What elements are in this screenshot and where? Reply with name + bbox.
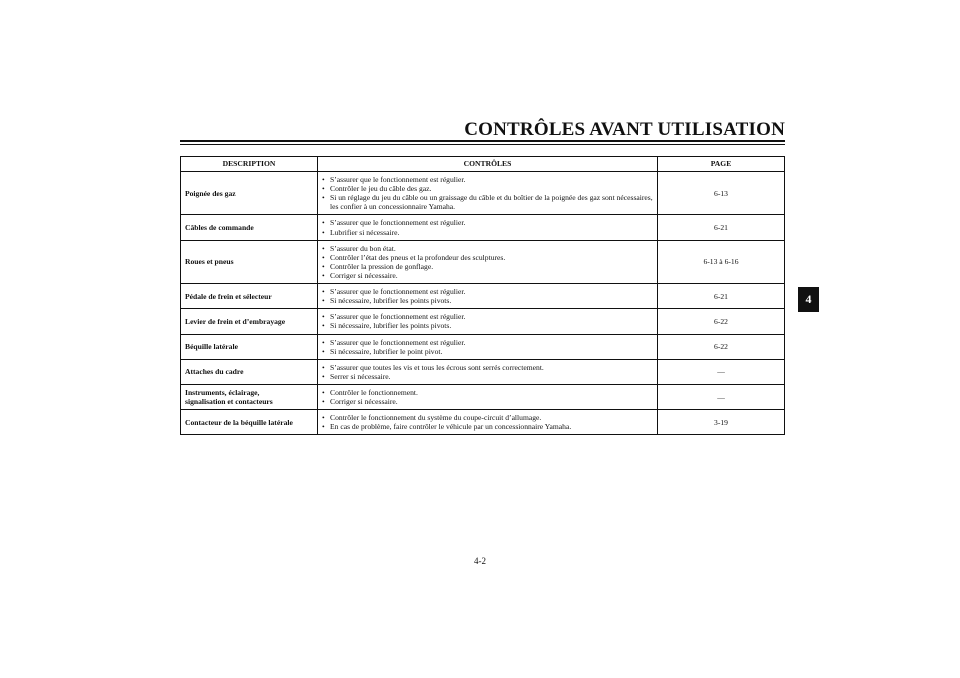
check-list [322,413,653,431]
table-row [181,215,785,240]
row-checks-cell [318,309,658,334]
row-description: Instruments, éclairage, signalisation et contacteurs [185,387,273,407]
row-checks-cell [318,215,658,240]
check-item: • Si nécessaire, lubrifier les points pivots. [322,296,653,305]
row-description: Roues et pneus [185,257,234,267]
header-page: PAGE [658,157,785,172]
table-row [181,359,785,384]
check-list [322,175,653,211]
check-item: • Si nécessaire, lubrifier les points pivots. [322,321,653,330]
table-row [181,172,785,215]
row-checks-cell [318,334,658,359]
header-checks: CONTRÔLES [318,157,658,172]
table-row [181,284,785,309]
check-item: • S’assurer que le fonctionnement est régulier. [322,175,653,184]
check-item: • Contrôler l’état des pneus et la profondeur des sculptures. [322,253,653,262]
row-page-ref: 3-19 [658,410,785,435]
row-checks-cell [318,172,658,215]
check-list [322,363,653,381]
page-title: CONTRÔLES AVANT UTILISATION [464,119,785,140]
row-description: Câbles de commande [185,222,254,232]
check-item: • S’assurer que le fonctionnement est régulier. [322,338,653,347]
row-description-cell [181,172,318,215]
row-checks-cell [318,384,658,409]
row-description-cell [181,284,318,309]
table-row [181,334,785,359]
row-page-ref: 6-13 à 6-16 [658,240,785,283]
row-description-cell [181,410,318,435]
check-item: • Lubrifier si nécessaire. [322,228,653,237]
row-description-cell [181,334,318,359]
pre-operation-checks-table [180,156,785,435]
title-rule-thin [180,144,785,145]
row-description-cell [181,384,318,409]
check-item: • Contrôler la pression de gonflage. [322,262,653,271]
check-item: • Corriger si nécessaire. [322,271,653,280]
check-item: • Contrôler le fonctionnement. [322,388,653,397]
row-page-ref: 6-21 [658,215,785,240]
table-row [181,384,785,409]
check-item: • Serrer si nécessaire. [322,372,653,381]
row-description: Levier de frein et d’embrayage [185,316,286,326]
check-list [322,287,653,305]
row-description-cell [181,215,318,240]
check-item: • S’assurer que toutes les vis et tous les écrous sont serrés correctement. [322,363,653,372]
row-checks-cell [318,284,658,309]
row-description: Attaches du cadre [185,367,244,377]
row-description: Contacteur de la béquille latérale [185,417,293,427]
row-description-cell [181,309,318,334]
check-list [322,244,653,280]
row-description: Poignée des gaz [185,188,236,198]
check-item: • S’assurer que le fonctionnement est régulier. [322,312,653,321]
table-row [181,410,785,435]
row-page-ref: 6-22 [658,309,785,334]
row-description: Béquille latérale [185,342,238,352]
check-list [322,388,653,406]
row-description-cell [181,359,318,384]
row-page-ref: 6-22 [658,334,785,359]
row-checks-cell [318,359,658,384]
check-item: • En cas de problème, faire contrôler le véhicule par un concessionnaire Yamaha. [322,422,653,431]
title-rule-thick [180,140,785,142]
check-item: • S’assurer que le fonctionnement est régulier. [322,287,653,296]
check-list [322,338,653,356]
row-page-ref: 6-13 [658,172,785,215]
row-description-cell [181,240,318,283]
table-row [181,240,785,283]
check-item: • S’assurer que le fonctionnement est régulier. [322,218,653,227]
row-description: Pédale de frein et sélecteur [185,291,272,301]
header-description: DESCRIPTION [181,157,318,172]
row-checks-cell [318,410,658,435]
check-item: • Si nécessaire, lubrifier le point pivot. [322,347,653,356]
table-row [181,309,785,334]
table-header-row [181,157,785,172]
check-item: • Corriger si nécessaire. [322,397,653,406]
check-item: • Contrôler le fonctionnement du système du coupe-circuit d’allumage. [322,413,653,422]
chapter-tab: 4 [798,287,819,312]
page-number: 4-2 [474,556,486,566]
check-item: • Contrôler le jeu du câble des gaz. [322,184,653,193]
table-body [181,172,785,435]
row-page-ref: — [658,359,785,384]
check-list [322,218,653,236]
row-page-ref: 6-21 [658,284,785,309]
row-checks-cell [318,240,658,283]
check-list [322,312,653,330]
check-item: • S’assurer du bon état. [322,244,653,253]
check-item: • Si un réglage du jeu du câble ou un graissage du câble et du boîtier de la poignée des gaz sont nécessaires, les confier à un concessionnaire Yamaha. [322,193,653,211]
row-page-ref: — [658,384,785,409]
